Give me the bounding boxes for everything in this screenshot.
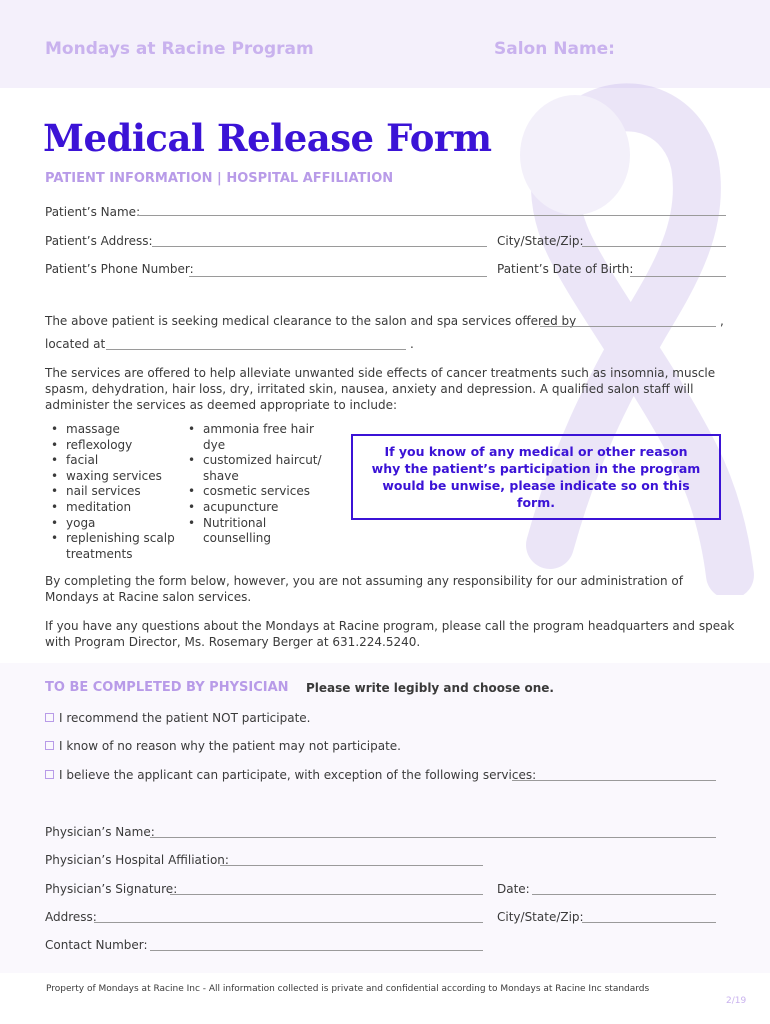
program-name: Mondays at Racine Program [45,39,314,59]
patient-phone-label: Patient’s Phone Number: [45,262,194,276]
patient-phone-field[interactable] [189,276,487,277]
list-item: • acupuncture [181,500,326,516]
physician-signature-label: Physician’s Signature: [45,882,178,896]
notice-text: If you know of any medical or other reason why the patient’s participation in the program would be unwise, please indicate so on this form. [371,444,701,510]
list-item: • facial [44,453,184,469]
services-list-col1 [44,422,184,562]
services-intro: The services are offered to help alleviate unwanted side effects of cancer treatments such as insomnia, muscle spasm, dehydration, hair loss, dry, irritated skin, nausea, anxiety and depression. A qualified salon staff will administer the services as deemed appropriate to include: [45,366,716,412]
list-item: • ammonia free hair dye [181,422,326,453]
physician-name-field[interactable] [150,837,716,838]
salon-name-label: Salon Name: [494,39,615,59]
list-item: • meditation [44,500,184,516]
physician-section-heading: TO BE COMPLETED BY PHYSICIAN [45,680,289,695]
patient-city-field[interactable] [582,246,726,247]
list-item: • replenishing scalp treatments [44,531,184,562]
page-number: 2/19 [726,996,747,1006]
list-item: • massage [44,422,184,438]
patient-address-field[interactable] [152,246,487,247]
contact-number-field[interactable] [150,950,483,951]
physician-hospital-field[interactable] [220,865,483,866]
services-list-col2 [181,422,326,547]
notice-box [351,434,721,520]
physician-instruction: Please write legibly and choose one. [306,681,554,695]
date-field[interactable] [532,894,716,895]
list-item: • waxing services [44,469,184,485]
option-exception-checkbox[interactable] [45,770,54,779]
physician-city-label: City/State/Zip: [497,910,584,924]
option-not-participate-checkbox[interactable] [45,713,54,722]
patient-dob-label: Patient’s Date of Birth: [497,262,634,276]
patient-address-label: Patient’s Address: [45,234,153,248]
date-label: Date: [497,882,530,896]
exception-services-field[interactable] [512,780,716,781]
located-at-field[interactable] [106,349,406,350]
physician-address-label: Address: [45,910,97,924]
located-at-label: located at [45,337,106,351]
located-at-period: . [410,337,414,351]
physician-band [0,663,770,973]
physician-address-field[interactable] [94,922,483,923]
patient-section-heading: PATIENT INFORMATION | HOSPITAL AFFILIATION [45,171,394,186]
disclaimer-text: By completing the form below, however, you are not assuming any responsibility for our administration of Mondays at Racine salon services. [45,574,683,604]
list-item: • customized haircut/ shave [181,453,326,484]
clearance-text: The above patient is seeking medical clearance to the salon and spa services offered by [45,314,577,328]
list-item: • Nutritional counselling [181,516,326,547]
patient-name-label: Patient’s Name: [45,205,141,219]
option-no-reason-checkbox[interactable] [45,741,54,750]
physician-hospital-label: Physician’s Hospital Affiliation: [45,853,229,867]
list-item: • nail services [44,484,184,500]
patient-dob-field[interactable] [630,276,726,277]
list-item: • reflexology [44,438,184,454]
physician-city-field[interactable] [582,922,716,923]
option-exception-label: I believe the applicant can participate, with exception of the following services: [59,768,537,782]
option-not-participate-label: I recommend the patient NOT participate. [59,711,311,725]
physician-signature-field[interactable] [170,894,483,895]
patient-city-label: City/State/Zip: [497,234,584,248]
clearance-comma: , [720,314,724,328]
page-title: Medical Release Form [43,116,492,160]
list-item: • cosmetic services [181,484,326,500]
footer-text: Property of Mondays at Racine Inc - All information collected is private and confidential according to Mondays at Racine Inc standards [46,984,650,994]
list-item: • yoga [44,516,184,532]
contact-info-text: If you have any questions about the Mondays at Racine program, please call the program headquarters and speak with Program Director, Ms. Rosemary Berger at 631.224.5240. [45,619,735,649]
contact-number-label: Contact Number: [45,938,148,952]
patient-name-field[interactable] [138,215,726,216]
option-no-reason-label: I know of no reason why the patient may not participate. [59,739,401,753]
salon-offered-by-field[interactable] [540,326,716,327]
physician-name-label: Physician’s Name: [45,825,155,839]
